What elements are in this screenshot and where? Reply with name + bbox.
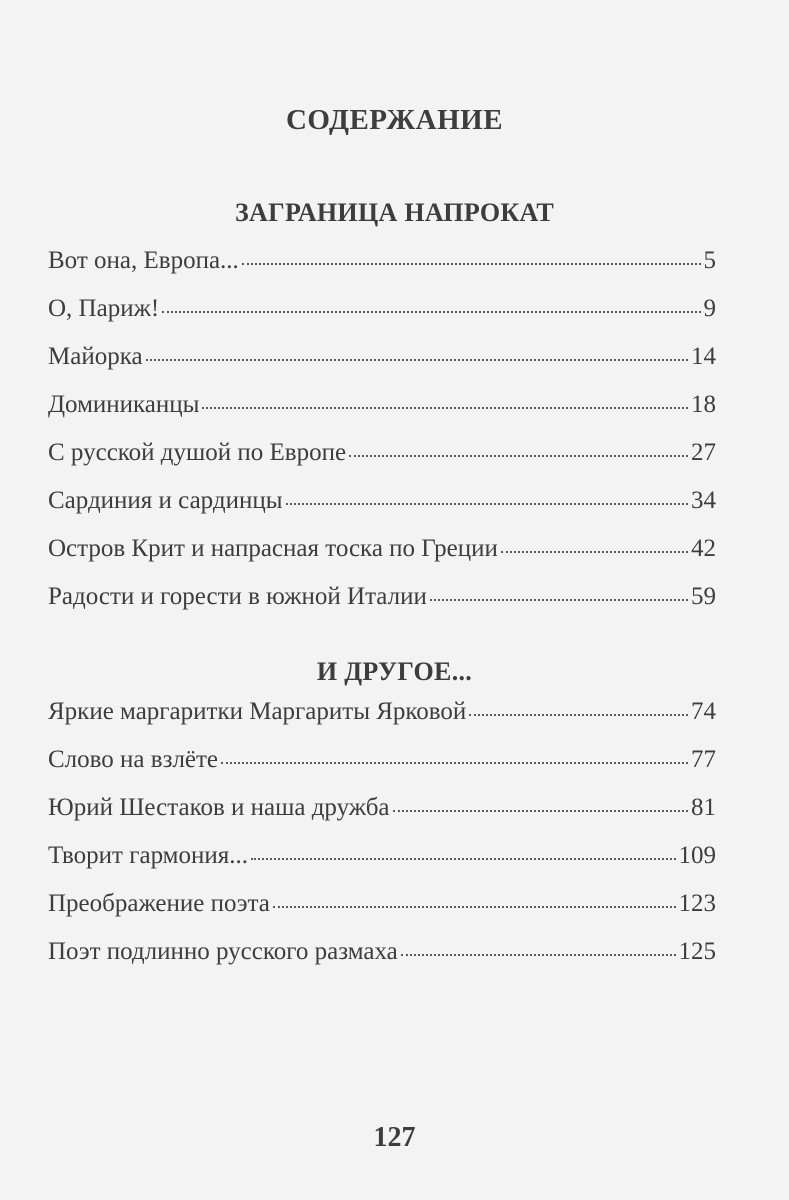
toc-entry: [48, 439, 716, 487]
toc-list-section-2: [48, 698, 716, 986]
toc-entry-title: Майорка: [48, 343, 143, 370]
dot-leader: [469, 714, 688, 716]
toc-entry-page: 34: [691, 487, 716, 514]
toc-entry: [48, 295, 716, 343]
toc-entry: [48, 247, 716, 295]
toc-entry-page: 77: [691, 746, 716, 773]
toc-entry: [48, 487, 716, 535]
toc-list-section-1: [48, 247, 716, 631]
dot-leader: [162, 311, 700, 313]
toc-entry-title: Доминиканцы: [48, 391, 200, 418]
dot-leader: [401, 954, 676, 956]
dot-leader: [242, 263, 701, 265]
dot-leader: [501, 551, 688, 553]
toc-entry-page: 18: [691, 391, 716, 418]
toc-entry-page: 59: [691, 583, 716, 610]
toc-entry-page: 74: [691, 698, 716, 725]
dot-leader: [349, 455, 688, 457]
dot-leader: [146, 359, 688, 361]
page-number: 127: [373, 1122, 416, 1153]
toc-entry-title: Преображение поэта: [48, 890, 270, 917]
toc-entry: [48, 890, 716, 938]
toc-entry-title: Поэт подлинно русского размаха: [48, 938, 398, 965]
dot-leader: [273, 906, 676, 908]
section-title-zagranitsa: ЗАГРАНИЦА НАПРОКАТ: [235, 198, 554, 227]
dot-leader: [430, 599, 688, 601]
dot-leader: [251, 858, 675, 860]
toc-entry: [48, 794, 716, 842]
toc-entry-page: 27: [691, 439, 716, 466]
section-title-i-drugoe: И ДРУГОЕ...: [316, 657, 473, 686]
toc-entry-page: 81: [691, 794, 716, 821]
toc-entry-title: С русской душой по Европе: [48, 439, 347, 466]
contents-heading: СОДЕРЖАНИЕ: [285, 104, 504, 136]
dot-leader: [221, 762, 688, 764]
toc-entry: [48, 842, 716, 890]
toc-entry: [48, 938, 716, 986]
toc-entry-page: 125: [678, 938, 716, 965]
toc-entry: [48, 343, 716, 391]
toc-entry: [48, 698, 716, 746]
toc-entry-page: 123: [678, 890, 716, 917]
toc-entry-title: Слово на взлёте: [48, 746, 219, 773]
toc-entry-title: Остров Крит и напрасная тоска по Греции: [48, 535, 498, 562]
toc-entry-title: Юрий Шестаков и наша дружба: [48, 794, 390, 821]
toc-entry: [48, 746, 716, 794]
toc-entry: [48, 583, 716, 631]
toc-entry-title: О, Париж!: [48, 295, 160, 322]
dot-leader: [286, 503, 689, 505]
dot-leader: [202, 407, 688, 409]
toc-entry-title: Сардиния и сардинцы: [48, 487, 283, 514]
toc-entry-page: 5: [703, 247, 716, 274]
toc-entry: [48, 391, 716, 439]
toc-entry-page: 14: [691, 343, 716, 370]
toc-entry-page: 42: [691, 535, 716, 562]
toc-entry-page: 109: [678, 842, 716, 869]
dot-leader: [393, 810, 688, 812]
toc-entry-title: Яркие маргаритки Маргариты Ярковой: [48, 698, 467, 725]
toc-entry-page: 9: [703, 295, 716, 322]
toc-entry-title: Вот она, Европа...: [48, 247, 239, 274]
toc-entry-title: Радости и горести в южной Италии: [48, 583, 427, 610]
toc-entry: [48, 535, 716, 583]
toc-entry-title: Творит гармония...: [48, 842, 249, 869]
